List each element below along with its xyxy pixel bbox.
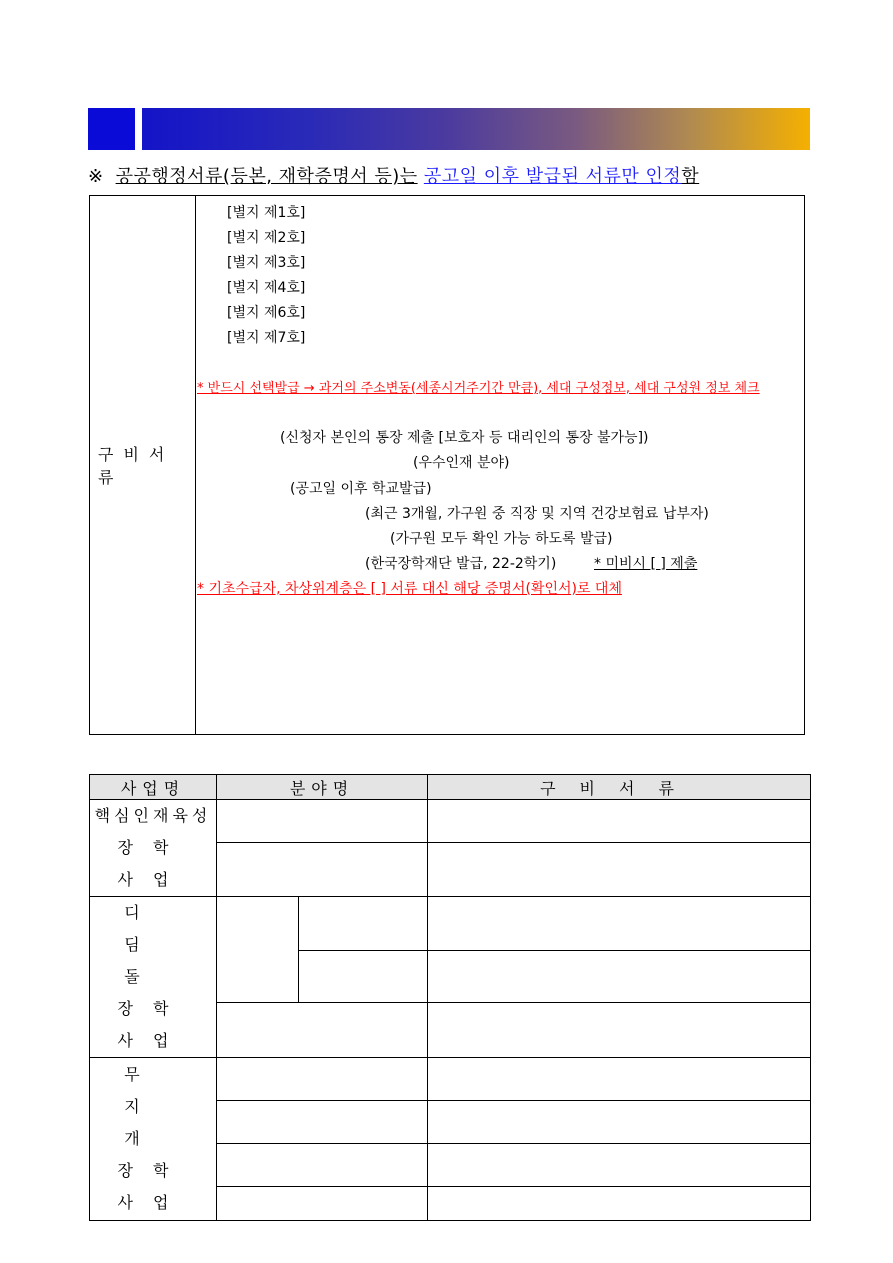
field-cell	[217, 1058, 428, 1101]
form-7: [별지 제7호]	[227, 330, 306, 346]
field-group-cell	[217, 897, 299, 1003]
form-6: [별지 제6호]	[227, 305, 306, 321]
header-program: 사업명	[90, 775, 217, 800]
program-name-text: 무지개	[124, 1065, 182, 1148]
reference-mark: ※	[88, 166, 104, 187]
subfield-cell	[299, 897, 428, 951]
field-cell	[217, 1002, 428, 1057]
program-rainbow	[90, 1058, 217, 1221]
program-name-line1	[90, 1059, 216, 1155]
kosaf-note: (한국장학재단 발급, 22-2학기)	[365, 556, 557, 572]
docs-cell	[428, 897, 811, 951]
bank-note: (신청자 본인의 통장 제출 [보호자 등 대리인의 통장 불가능])	[280, 430, 649, 446]
program-name-text: 장학사업	[117, 999, 189, 1050]
talent-note: (우수인재 분야)	[413, 455, 510, 471]
required-documents-box	[89, 195, 805, 735]
docs-cell	[428, 1002, 811, 1057]
program-name-text: 장학사업	[117, 1161, 189, 1212]
insurance-note: (최근 3개월, 가구원 중 직장 및 지역 건강보험료 납부자)	[365, 506, 709, 522]
notice-highlight: 공고일 이후 발급된 서류만 인정	[423, 166, 682, 187]
docs-cell	[428, 842, 811, 896]
program-stepping-stone	[90, 897, 217, 1058]
docs-cell	[428, 800, 811, 843]
field-cell	[217, 800, 428, 843]
school-note: (공고일 이후 학교발급)	[290, 481, 432, 497]
header-gradient-bar	[142, 108, 810, 150]
docs-cell	[428, 1058, 811, 1101]
program-name-text: 디딤돌	[124, 903, 182, 986]
docs-cell	[428, 1187, 811, 1221]
notice-prefix: 공공행정서류(등본, 재학증명서 등)는	[115, 166, 418, 187]
warning-residence: * 반드시 선택발급 → 과거의 주소변동(세종시거주기간 만큼), 세대 구성정보, 세대 구성원 정보 체크	[197, 381, 760, 396]
subfield-cell	[299, 950, 428, 1002]
program-core-talent	[90, 800, 217, 897]
program-name-line2	[90, 832, 216, 896]
docs-cell	[428, 950, 811, 1002]
form-1: [별지 제1호]	[227, 205, 306, 221]
family-note: (가구원 모두 확인 가능 하도록 발급)	[390, 531, 613, 547]
program-table	[89, 774, 811, 1221]
header-field: 분야명	[217, 775, 428, 800]
program-name-text: 장학사업	[117, 838, 189, 889]
header-square	[88, 108, 135, 150]
header-documents: 구비서류	[428, 775, 811, 800]
field-cell	[217, 1101, 428, 1144]
form-3: [별지 제3호]	[227, 255, 306, 271]
form-2: [별지 제2호]	[227, 230, 306, 246]
notice-line	[88, 162, 699, 188]
program-name-line1: 핵심인재육성	[94, 806, 212, 825]
program-name-line1	[90, 897, 216, 993]
program-name-line2	[90, 1155, 216, 1219]
warning-basic-livelihood: * 기초수급자, 차상위계층은 [ ] 서류 대신 해당 증명서(확인서)로 대체	[197, 581, 622, 597]
docs-cell	[428, 1144, 811, 1187]
kosaf-missing-note: * 미비시 [ ] 제출	[594, 556, 698, 572]
required-documents-label: 구비서류	[90, 196, 196, 734]
notice-suffix: 함	[681, 166, 700, 187]
field-cell	[217, 1144, 428, 1187]
field-cell	[217, 1187, 428, 1221]
form-4: [별지 제4호]	[227, 280, 306, 296]
docs-cell	[428, 1101, 811, 1144]
program-name-line2	[90, 993, 216, 1057]
field-cell	[217, 842, 428, 896]
